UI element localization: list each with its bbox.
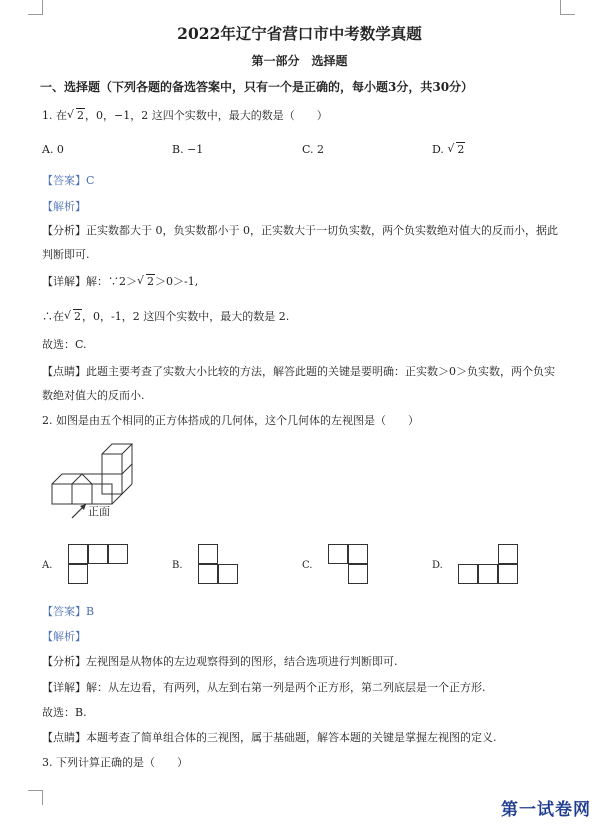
q2-choose: 故选：B. <box>42 706 87 719</box>
q1-xiangjie: 【详解】解：∵2＞√ 2＞0＞-1, <box>42 273 198 289</box>
q1-option-d: D. √ 2 <box>432 143 465 156</box>
q1-fenxi-line2: 判断即可. <box>42 248 90 261</box>
q2-option-b-label: B. <box>172 560 183 571</box>
q1-dianjing-line1: 【点睛】此题主要考查了实数大小比较的方法，解答此题的关键是要明确：正实数＞0＞负实数，两个负实 <box>42 365 555 378</box>
q1-therefore: ∴在√ 2，0，-1，2 这四个实数中，最大的数是 2. <box>42 308 289 324</box>
section-heading: 一、选择题（下列各题的备选答案中，只有一个是正确的，每小题3分，共30分） <box>40 80 474 94</box>
page-title: 2022年辽宁省营口市中考数学真题 <box>177 24 422 43</box>
q1-option-c: C. 2 <box>302 143 325 156</box>
sqrt-symbol: √ 2 <box>447 143 465 156</box>
q2-xiangjie: 【详解】解：从左边看，有两列，从左到右第一列是两个正方形，第二列底层是一个正方形. <box>42 681 486 694</box>
q1-choose: 故选：C. <box>42 338 87 351</box>
q2-answer: 【答案】B <box>42 605 95 618</box>
q2-dianjing: 【点睛】本题考查了简单组合体的三视图，属于基础题，解答本题的关键是掌握左视图的定义. <box>42 731 497 744</box>
q2-fenxi: 【分析】左视图是从物体的左边观察得到的图形，结合选项进行判断即可. <box>42 655 398 668</box>
q1-fenxi-line1: 【分析】正实数都大于 0，负实数都小于 0，正实数大于一切负实数，两个负实数绝对值大的反而小，据此 <box>42 224 558 237</box>
crop-mark-top-right <box>560 0 575 15</box>
q2-stem: 2. 如图是由五个相同的正方体搭成的几何体，这个几何体的左视图是（ ） <box>42 414 419 427</box>
watermark-logo: 第一试卷网 <box>501 800 591 820</box>
q2-option-a-label: A. <box>42 560 53 571</box>
sqrt-symbol: √ 2 <box>67 109 85 122</box>
q2-analysis-tag: 【解析】 <box>42 630 86 643</box>
q2-option-d-label: D. <box>432 560 443 571</box>
q1-analysis-tag: 【解析】 <box>42 200 86 213</box>
q1-dianjing-line2: 数绝对值大的反而小. <box>42 389 145 402</box>
q2-option-c-label: C. <box>302 560 313 571</box>
q3-stem: 3. 下列计算正确的是（ ） <box>42 756 188 769</box>
q1-answer: 【答案】C <box>42 174 95 187</box>
sqrt-symbol: √ 2 <box>64 310 82 323</box>
sqrt-symbol: √ 2 <box>137 275 155 288</box>
front-view-label: 正面 <box>88 505 110 518</box>
q1-option-b: B. −1 <box>172 143 204 156</box>
crop-mark-bottom-left <box>28 790 43 805</box>
q1-option-a: A. 0 <box>42 143 64 156</box>
part-heading: 第一部分 选择题 <box>251 54 348 68</box>
crop-mark-top-left <box>28 0 43 15</box>
q1-stem: 1. 在√ 2，0，−1，2 这四个实数中，最大的数是（ ） <box>42 107 328 123</box>
